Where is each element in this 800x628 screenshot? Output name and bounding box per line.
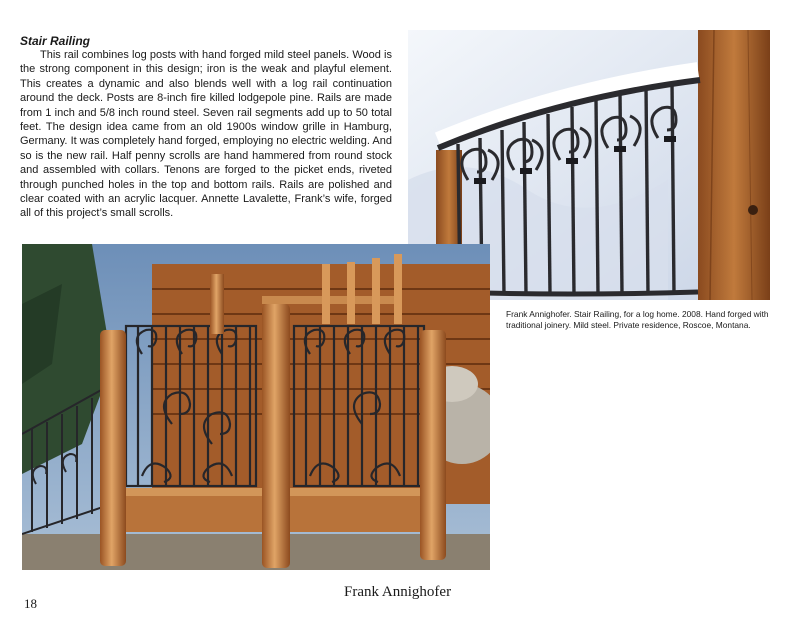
- article-heading: Stair Railing: [20, 34, 91, 48]
- artist-name-footer: Frank Annighofer: [344, 584, 452, 600]
- page-number: 18: [24, 596, 37, 611]
- stair-railing-photo: [22, 244, 490, 570]
- photo-caption: Frank Annighofer. Stair Railing, for a log home. 2008. Hand forged with traditional joinery. Mild steel. Private residence, Roscoe, Montana.: [506, 309, 769, 331]
- article-body: This rail combines log posts with hand forged mild steel panels. Wood is the strong component in this design; iron is the weak and playful element. This creates a dynamic and also blends well with a log rail continuation around the deck. Posts are 8-inch fire killed lodgepole pine. Rails are made from 1 inch and 5/8 inch round steel. Seven rail segments add up to 50 total feet. The design idea came from an old 1900s window grille in Hamburg, Germany. It was completely hand forged, employing no electric welding. And so is the new rail. Half penny scrolls are hand hammered from round stock and assembled with collars. Tenons are forged to the picket ends, riveted through punched holes in the top and bottom rails. Rails are polished and clear coated with an acrylic lacquer. Annette Lavalette, Frank’s wife, forged all of this project’s small scrolls.: [20, 49, 392, 220]
